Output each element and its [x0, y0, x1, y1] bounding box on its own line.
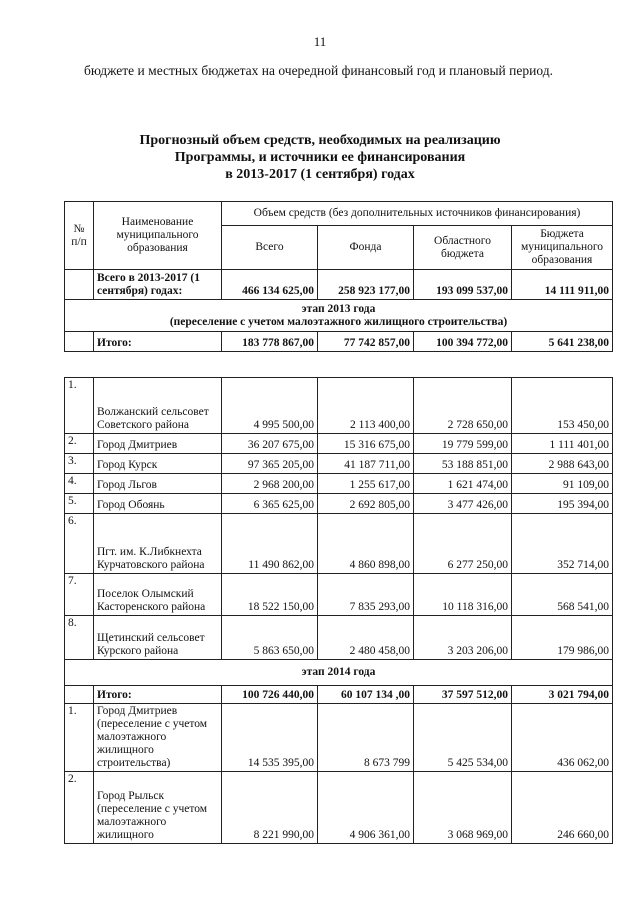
row-total: 2 968 200,00: [222, 474, 318, 494]
row-index: 2.: [65, 434, 94, 454]
table-row: [65, 378, 613, 434]
grand-total-total: 466 134 625,00: [222, 270, 318, 300]
row-fund: 2 113 400,00: [318, 378, 414, 434]
stage-2013-subtitle: (переселение с учетом малоэтажного жилищного строительства): [169, 315, 508, 328]
row-municipal: 568 541,00: [512, 574, 613, 616]
row-total: 8 221 990,00: [222, 772, 318, 844]
row-total: 18 522 150,00: [222, 574, 318, 616]
row-regional: 1 621 474,00: [414, 474, 512, 494]
stage-2013-municipal: 5 641 238,00: [512, 332, 613, 352]
stage-2013-regional: 100 394 772,00: [414, 332, 512, 352]
header-total: Всего: [222, 226, 318, 270]
table-row: [65, 434, 613, 454]
row-index: 1.: [65, 704, 94, 772]
grand-total-regional: 193 099 537,00: [414, 270, 512, 300]
header-name: Наименование муниципального образования: [94, 202, 222, 270]
grand-total-row: [65, 270, 613, 300]
row-municipal: 179 986,00: [512, 616, 613, 660]
table-row: [65, 474, 613, 494]
financing-summary-table: [64, 201, 613, 352]
table-row: [65, 574, 613, 616]
stage-2013-title: этап 2013 года: [301, 302, 376, 315]
stage-2014-header: [65, 660, 613, 686]
row-regional: 3 068 969,00: [414, 772, 512, 844]
title-line-2: Программы, и источники ее финансирования: [174, 150, 466, 165]
row-municipality: Город Дмитриев: [94, 434, 222, 454]
stage-2014-municipal: 3 021 794,00: [512, 686, 613, 704]
row-municipal: 436 062,00: [512, 704, 613, 772]
row-total: 97 365 205,00: [222, 454, 318, 474]
row-total: 5 863 650,00: [222, 616, 318, 660]
row-regional: 3 203 206,00: [414, 616, 512, 660]
stage-2013-header: [65, 300, 613, 332]
row-total: 4 995 500,00: [222, 378, 318, 434]
header-num: № п/п: [65, 202, 94, 270]
row-fund: 4 860 898,00: [318, 514, 414, 574]
row-total: 11 490 862,00: [222, 514, 318, 574]
stage-2013-fund: 77 742 857,00: [318, 332, 414, 352]
row-regional: 53 188 851,00: [414, 454, 512, 474]
row-municipal: 352 714,00: [512, 514, 613, 574]
grand-total-label: Всего в 2013-2017 (1 сентября) годах:: [94, 270, 222, 300]
stage-2013-total-row: [65, 332, 613, 352]
row-index: 7.: [65, 574, 94, 616]
row-total: 36 207 675,00: [222, 434, 318, 454]
stage-2014-fund: 60 107 134 ,00: [318, 686, 414, 704]
row-municipality: Город Рыльск (переселение с учетом малоэтажного жилищного: [94, 772, 222, 844]
row-fund: 2 692 805,00: [318, 494, 414, 514]
row-index: 8.: [65, 616, 94, 660]
row-total: 6 365 625,00: [222, 494, 318, 514]
intro-paragraph: бюджете и местных бюджетах на очередной финансовый год и плановый период.: [84, 63, 553, 78]
stage-2014-total-row: [65, 686, 613, 704]
stage-2013-total: 183 778 867,00: [222, 332, 318, 352]
row-fund: 15 316 675,00: [318, 434, 414, 454]
title-line-3: в 2013-2017 (1 сентября) годах: [225, 167, 415, 182]
table-row: [65, 514, 613, 574]
row-municipality: Город Обоянь: [94, 494, 222, 514]
page-number: 11: [313, 34, 327, 49]
row-index: 6.: [65, 514, 94, 574]
row-index: 2.: [65, 772, 94, 844]
row-fund: 41 187 711,00: [318, 454, 414, 474]
row-municipal: 153 450,00: [512, 378, 613, 434]
row-total: 14 535 395,00: [222, 704, 318, 772]
row-municipality: Поселок Олымский Касторенского района: [94, 574, 222, 616]
header-municipal: Бюджета муниципального образования: [512, 226, 613, 270]
grand-total-municipal: 14 111 911,00: [512, 270, 613, 300]
row-regional: 10 118 316,00: [414, 574, 512, 616]
stage-2014-total: 100 726 440,00: [222, 686, 318, 704]
row-municipal: 91 109,00: [512, 474, 613, 494]
row-municipal: 195 394,00: [512, 494, 613, 514]
header-regional: Областного бюджета: [414, 226, 512, 270]
header-fund: Фонда: [318, 226, 414, 270]
section-title: [80, 132, 560, 183]
table-row: [65, 704, 613, 772]
table-row: [65, 454, 613, 474]
row-regional: 5 425 534,00: [414, 704, 512, 772]
row-municipal: 2 988 643,00: [512, 454, 613, 474]
row-municipality: Город Курск: [94, 454, 222, 474]
row-fund: 8 673 799: [318, 704, 414, 772]
row-municipality: Город Дмитриев (переселение с учетом малоэтажного жилищного строительства): [94, 704, 222, 772]
row-municipal: 1 111 401,00: [512, 434, 613, 454]
stage-2014-regional: 37 597 512,00: [414, 686, 512, 704]
row-municipal: 246 660,00: [512, 772, 613, 844]
title-line-1: Прогнозный объем средств, необходимых на реализацию: [139, 133, 501, 148]
row-regional: 2 728 650,00: [414, 378, 512, 434]
row-municipality: Щетинский сельсовет Курского района: [94, 616, 222, 660]
row-index: 1.: [65, 378, 94, 434]
row-municipality: Волжанский сельсовет Советского района: [94, 378, 222, 434]
financing-detail-table: [64, 377, 613, 844]
row-index: 3.: [65, 454, 94, 474]
stage-2014-title: этап 2014 года: [65, 660, 613, 686]
row-fund: 1 255 617,00: [318, 474, 414, 494]
stage-2014-total-label: Итого:: [94, 686, 222, 704]
row-municipality: Город Льгов: [94, 474, 222, 494]
table-row: [65, 772, 613, 844]
table-row: [65, 494, 613, 514]
row-fund: 7 835 293,00: [318, 574, 414, 616]
row-index: 4.: [65, 474, 94, 494]
row-regional: 19 779 599,00: [414, 434, 512, 454]
table-row: [65, 616, 613, 660]
row-index: 5.: [65, 494, 94, 514]
row-regional: 6 277 250,00: [414, 514, 512, 574]
header-volume: Объем средств (без дополнительных источников финансирования): [222, 202, 613, 226]
stage-2013-total-label: Итого:: [94, 332, 222, 352]
row-regional: 3 477 426,00: [414, 494, 512, 514]
row-fund: 2 480 458,00: [318, 616, 414, 660]
row-municipality: Пгт. им. К.Либкнехта Курчатовского района: [94, 514, 222, 574]
row-fund: 4 906 361,00: [318, 772, 414, 844]
grand-total-fund: 258 923 177,00: [318, 270, 414, 300]
